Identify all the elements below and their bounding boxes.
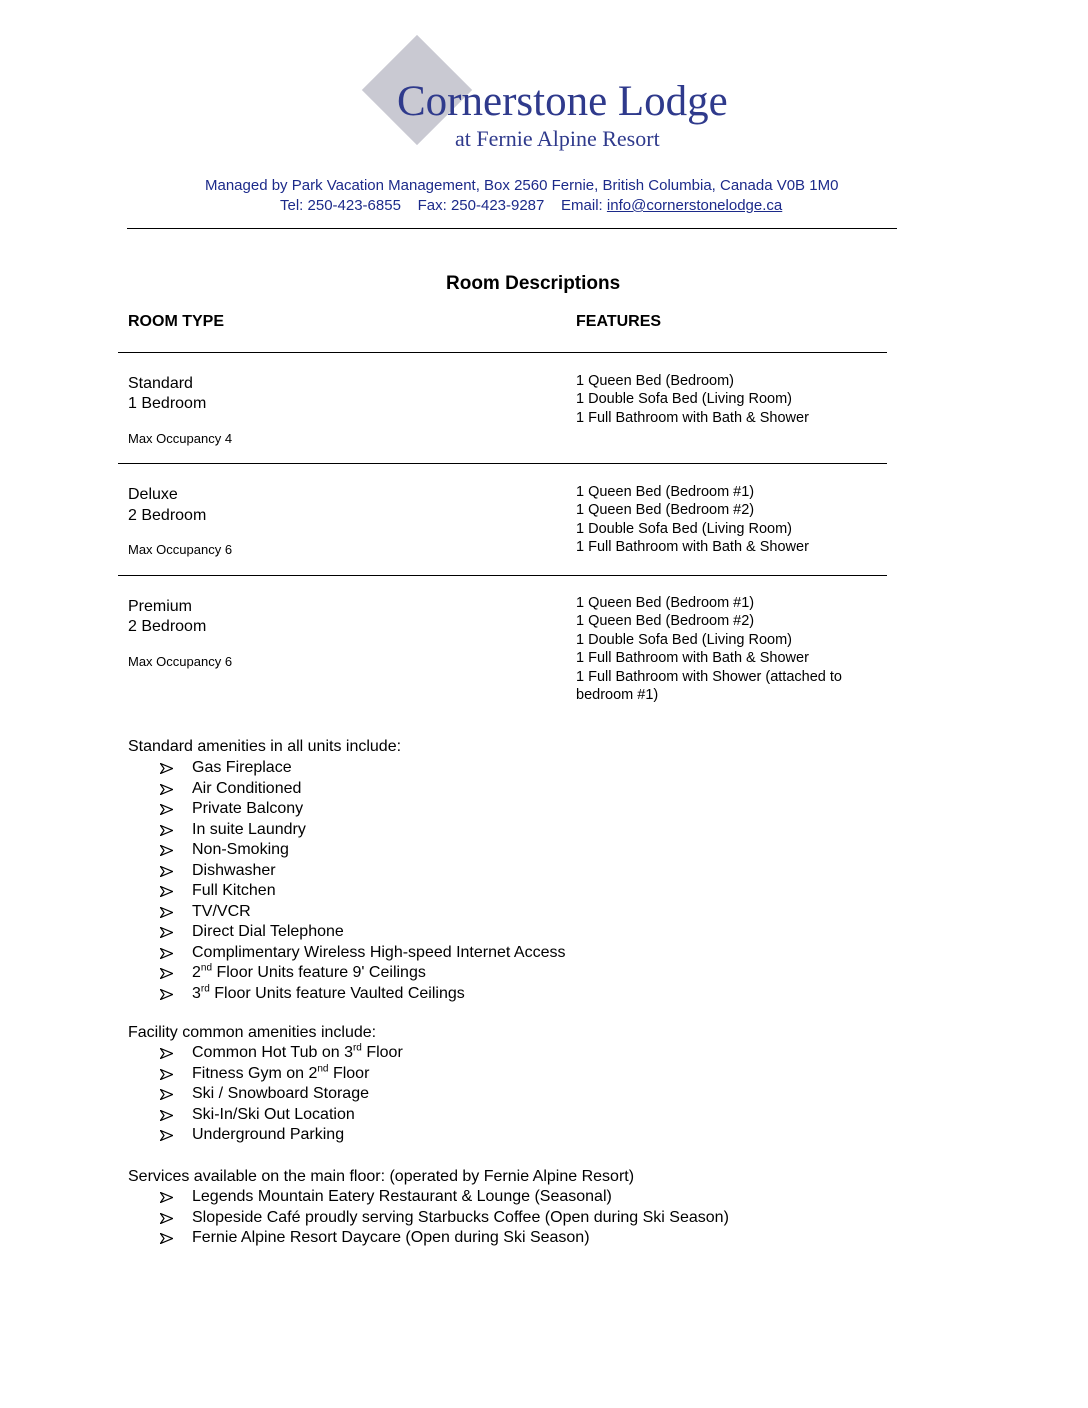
room-bedrooms: 1 Bedroom — [128, 395, 207, 412]
list-item — [160, 779, 860, 800]
list-item-text: Air Conditioned — [192, 779, 302, 797]
contact-email-label: Email: — [561, 197, 603, 214]
arrow-bullet-icon — [160, 1208, 174, 1224]
list-item — [160, 943, 860, 964]
arrow-bullet-icon — [160, 943, 174, 959]
column-header-room-type: ROOM TYPE — [128, 313, 225, 330]
facility-amenities-list — [160, 1043, 860, 1146]
room-name: Premium — [128, 598, 193, 615]
row-divider — [118, 463, 887, 464]
list-item-text-part: Floor Units feature 9' Ceilings — [212, 964, 426, 981]
ordinal-suffix: nd — [317, 1063, 329, 1075]
list-item-text: Fernie Alpine Resort Daycare (Open during Ski Season) — [192, 1229, 590, 1246]
feature-item: 1 Full Bathroom with Bath & Shower — [576, 650, 809, 667]
feature-item: 1 Queen Bed (Bedroom) — [576, 373, 734, 389]
list-item-text: Ski / Snowboard Storage — [192, 1085, 369, 1102]
list-item-text: Complimentary Wireless High-speed Internet Access — [192, 943, 566, 961]
list-item-text — [192, 1043, 403, 1064]
room-bedrooms: 2 Bedroom — [128, 618, 207, 635]
feature-item: 1 Full Bathroom with Bath & Shower — [576, 539, 809, 556]
arrow-bullet-icon — [160, 1043, 174, 1059]
arrow-bullet-icon — [160, 1105, 174, 1121]
feature-item: 1 Double Sofa Bed (Living Room) — [576, 631, 793, 648]
list-item — [160, 1084, 860, 1105]
list-item-text: Dishwasher — [192, 861, 276, 879]
list-item-text: Underground Parking — [192, 1126, 345, 1143]
list-item — [160, 1228, 920, 1249]
feature-item: 1 Queen Bed (Bedroom #2) — [576, 502, 755, 519]
list-item-text-part: Floor — [328, 1064, 370, 1082]
arrow-bullet-icon — [160, 984, 174, 1000]
arrow-bullet-icon — [160, 1084, 174, 1100]
logo-subtitle: at Fernie Alpine Resort — [455, 126, 660, 151]
arrow-bullet-icon — [160, 861, 174, 877]
room-name: Standard — [128, 375, 193, 392]
services-heading: Services available on the main floor: (operated by Fernie Alpine Resort) — [128, 1168, 635, 1185]
arrow-bullet-icon — [160, 820, 174, 836]
list-item — [160, 861, 860, 882]
list-item — [160, 1105, 860, 1126]
list-item-text: Private Balcony — [192, 800, 304, 817]
feature-item: 1 Double Sofa Bed (Living Room) — [576, 391, 793, 408]
feature-item: 1 Queen Bed (Bedroom #1) — [576, 595, 755, 611]
ordinal-suffix: rd — [200, 983, 210, 995]
arrow-bullet-icon — [160, 758, 174, 774]
room-occupancy: Max Occupancy 6 — [128, 542, 233, 557]
list-item — [160, 881, 860, 902]
arrow-bullet-icon — [160, 779, 174, 795]
room-features — [576, 594, 842, 704]
standard-amenities-heading: Standard amenities in all units include: — [128, 738, 402, 755]
contact-address: Managed by Park Vacation Management, Box 2560 Fernie, British Columbia, Canada V0B 1M0 — [205, 177, 839, 194]
contact-fax: Fax: 250-423-9287 — [417, 197, 545, 214]
list-item-text: Legends Mountain Eatery Restaurant & Lounge (Seasonal) — [192, 1188, 612, 1205]
logo-title: Cornerstone Lodge — [397, 78, 728, 125]
feature-item: 1 Full Bathroom with Shower (attached to — [576, 668, 842, 685]
room-features — [576, 372, 809, 427]
feature-item: 1 Queen Bed (Bedroom #2) — [576, 613, 755, 630]
arrow-bullet-icon — [160, 1064, 174, 1080]
list-item-text: Ski-In/Ski Out Location — [192, 1105, 355, 1123]
list-item-text-part: 2 — [192, 964, 201, 981]
room-name: Deluxe — [128, 486, 178, 503]
list-item — [160, 820, 860, 841]
arrow-bullet-icon — [160, 1125, 174, 1141]
list-item — [160, 902, 860, 923]
services-list — [160, 1187, 920, 1249]
contact-line-2 — [280, 198, 782, 213]
header-divider — [127, 228, 897, 229]
list-item-text: Full Kitchen — [192, 882, 276, 899]
list-item-text — [192, 1064, 369, 1085]
room-occupancy: Max Occupancy 6 — [128, 654, 233, 669]
list-item — [160, 840, 860, 861]
list-item — [160, 963, 860, 984]
arrow-bullet-icon — [160, 881, 174, 897]
list-item — [160, 922, 860, 943]
feature-item: 1 Double Sofa Bed (Living Room) — [576, 520, 793, 537]
list-item — [160, 1187, 920, 1208]
ordinal-suffix: nd — [200, 962, 213, 974]
page-title: Room Descriptions — [446, 273, 621, 294]
list-item-text-part: Floor — [361, 1044, 403, 1061]
list-item-text: Slopeside Café proudly serving Starbucks Coffee (Open during Ski Season) — [192, 1208, 729, 1226]
list-item — [160, 758, 860, 779]
list-item-text-part: Fitness Gym on 2 — [192, 1064, 318, 1082]
list-item — [160, 1043, 860, 1064]
arrow-bullet-icon — [160, 963, 174, 979]
ordinal-suffix: rd — [352, 1042, 362, 1054]
arrow-bullet-icon — [160, 1187, 174, 1203]
list-item — [160, 1125, 860, 1146]
list-item — [160, 1208, 920, 1229]
list-item-text: Direct Dial Telephone — [192, 923, 344, 940]
list-item-text-part: Floor Units feature Vaulted Ceilings — [209, 984, 465, 1002]
list-item-text: Non-Smoking — [192, 841, 289, 858]
list-item-text: Gas Fireplace — [192, 759, 292, 776]
list-item-text — [192, 984, 465, 1005]
list-item-text — [192, 963, 426, 984]
arrow-bullet-icon — [160, 840, 174, 856]
feature-item: 1 Queen Bed (Bedroom #1) — [576, 484, 755, 500]
contact-phone: Tel: 250-423-6855 — [280, 197, 401, 214]
contact-email-link[interactable]: info@cornerstonelodge.ca — [606, 197, 783, 214]
list-item-text-part: Common Hot Tub on 3 — [192, 1044, 353, 1061]
arrow-bullet-icon — [160, 922, 174, 938]
room-features — [576, 483, 809, 557]
standard-amenities-list — [160, 758, 860, 1004]
room-occupancy: Max Occupancy 4 — [128, 431, 233, 446]
list-item-text: TV/VCR — [192, 902, 251, 920]
list-item — [160, 799, 860, 820]
list-item-text-part: 3 — [192, 984, 201, 1002]
room-bedrooms: 2 Bedroom — [128, 507, 207, 524]
table-divider — [118, 352, 887, 353]
arrow-bullet-icon — [160, 1228, 174, 1244]
feature-item: 1 Full Bathroom with Bath & Shower — [576, 409, 809, 426]
arrow-bullet-icon — [160, 902, 174, 918]
list-item-text: In suite Laundry — [192, 820, 306, 838]
facility-amenities-heading: Facility common amenities include: — [128, 1024, 377, 1041]
feature-item: bedroom #1) — [576, 687, 659, 704]
column-header-features: FEATURES — [576, 313, 662, 330]
list-item — [160, 1064, 860, 1085]
arrow-bullet-icon — [160, 799, 174, 815]
row-divider — [118, 575, 887, 576]
list-item — [160, 984, 860, 1005]
